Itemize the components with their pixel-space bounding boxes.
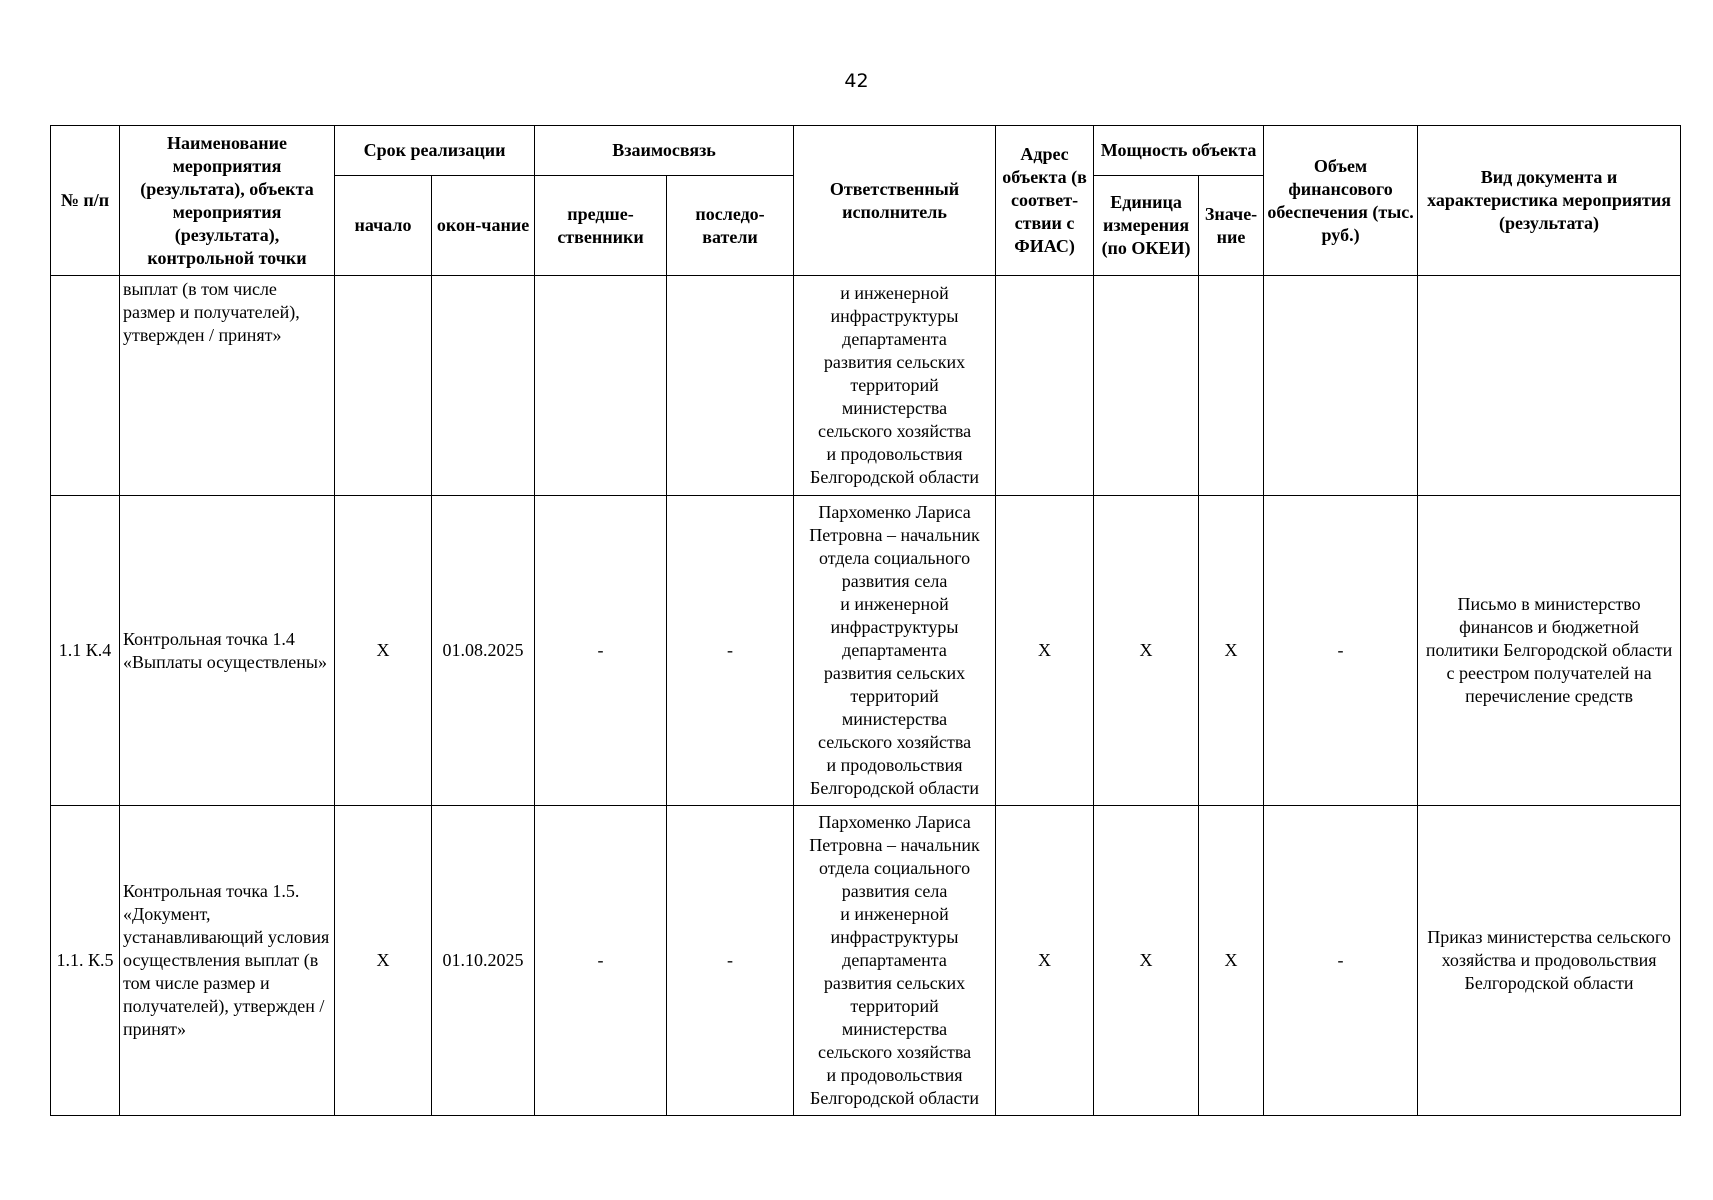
header-end: окон-чание — [432, 176, 535, 276]
header-doc-type: Вид документа и характеристика мероприятия (результата) — [1418, 126, 1681, 276]
page-number: 42 — [844, 70, 869, 92]
cell-finance: - — [1264, 496, 1418, 806]
responsible-line: сельского хозяйства — [817, 1042, 972, 1062]
cell-doc-type: Приказ министерства сельского хозяйства и продовольствия Белгородской области — [1418, 806, 1681, 1116]
cell-value — [1199, 276, 1264, 496]
table-row — [51, 806, 1681, 1116]
responsible-line: и продовольствия — [826, 444, 963, 464]
cell-end: 01.10.2025 — [432, 806, 535, 1116]
responsible-line: и инженерной — [840, 904, 949, 924]
cell-name: Контрольная точка 1.5. «Документ, устанавливающий условия осуществления выплат (в том числе размер и получателей), утвержден / принят» — [120, 806, 335, 1116]
responsible-line: развития сельских — [823, 352, 966, 372]
responsible-line: министерства — [841, 1019, 948, 1039]
cell-unit — [1094, 276, 1199, 496]
responsible-line: Белгородской области — [810, 1088, 980, 1108]
responsible-line: сельского хозяйства — [817, 732, 972, 752]
header-pred: предше-ственники — [535, 176, 667, 276]
cell-name: выплат (в том числе размер и получателей), утвержден / принят» — [120, 276, 335, 496]
cell-num: 1.1. К.5 — [51, 806, 120, 1116]
header-responsible: Ответственный исполнитель — [794, 126, 996, 276]
cell-name: Контрольная точка 1.4 «Выплаты осуществлены» — [120, 496, 335, 806]
responsible-line: развития села — [841, 881, 948, 901]
cell-address: X — [996, 806, 1094, 1116]
responsible-line: Пархоменко Лариса — [818, 502, 971, 522]
responsible-line: инфраструктуры — [830, 617, 959, 637]
cell-start: X — [335, 496, 432, 806]
cell-responsible — [794, 276, 996, 496]
cell-responsible — [794, 496, 996, 806]
responsible-line: и инженерной — [840, 283, 949, 303]
responsible-line: отдела социального — [818, 548, 971, 568]
responsible-line: Пархоменко Лариса — [818, 812, 971, 832]
cell-value: X — [1199, 496, 1264, 806]
responsible-line: и инженерной — [840, 594, 949, 614]
cell-pred: - — [535, 806, 667, 1116]
header-relation: Взаимосвязь — [535, 126, 794, 176]
cell-responsible — [794, 806, 996, 1116]
responsible-line: территорий — [850, 996, 939, 1016]
cell-pred — [535, 276, 667, 496]
responsible-line: инфраструктуры — [830, 306, 959, 326]
responsible-line: и продовольствия — [826, 755, 963, 775]
responsible-line: территорий — [850, 686, 939, 706]
responsible-line: развития сельских — [823, 663, 966, 683]
cell-address — [996, 276, 1094, 496]
responsible-line: развития сельских — [823, 973, 966, 993]
responsible-line: министерства — [841, 398, 948, 418]
table-row — [51, 276, 1681, 496]
cell-address: X — [996, 496, 1094, 806]
header-succ: последо-ватели — [667, 176, 794, 276]
cell-value: X — [1199, 806, 1264, 1116]
cell-unit: X — [1094, 806, 1199, 1116]
cell-succ — [667, 276, 794, 496]
responsible-line: департамента — [842, 950, 947, 970]
cell-finance: - — [1264, 806, 1418, 1116]
header-value: Значе-ние — [1199, 176, 1264, 276]
cell-succ: - — [667, 496, 794, 806]
cell-start: X — [335, 806, 432, 1116]
cell-num: 1.1 К.4 — [51, 496, 120, 806]
activities-table — [50, 125, 1681, 1116]
cell-start — [335, 276, 432, 496]
table-row — [51, 496, 1681, 806]
responsible-line: департамента — [842, 329, 947, 349]
responsible-line: развития села — [841, 571, 948, 591]
responsible-line: территорий — [850, 375, 939, 395]
responsible-line: отдела социального — [818, 858, 971, 878]
cell-finance — [1264, 276, 1418, 496]
header-capacity: Мощность объекта — [1094, 126, 1264, 176]
header-address: Адрес объекта (в соответ-ствии с ФИАС) — [996, 126, 1094, 276]
responsible-line: сельского хозяйства — [817, 421, 972, 441]
header-unit: Единица измерения (по ОКЕИ) — [1094, 176, 1199, 276]
responsible-line: Петровна – начальник — [809, 525, 980, 545]
header-finance: Объем финансового обеспечения (тыс. руб.) — [1264, 126, 1418, 276]
cell-doc-type: Письмо в министерство финансов и бюджетной политики Белгородской области с реестром получателей на перечисление средств — [1418, 496, 1681, 806]
responsible-line: департамента — [842, 640, 947, 660]
cell-end: 01.08.2025 — [432, 496, 535, 806]
responsible-line: Петровна – начальник — [809, 835, 980, 855]
responsible-line: Белгородской области — [810, 778, 980, 798]
cell-pred: - — [535, 496, 667, 806]
cell-num — [51, 276, 120, 496]
cell-unit: X — [1094, 496, 1199, 806]
header-term: Срок реализации — [335, 126, 535, 176]
responsible-line: Белгородской области — [810, 467, 980, 487]
cell-doc-type — [1418, 276, 1681, 496]
responsible-line: министерства — [841, 709, 948, 729]
header-num: № п/п — [51, 126, 120, 276]
cell-succ: - — [667, 806, 794, 1116]
header-start: начало — [335, 176, 432, 276]
cell-end — [432, 276, 535, 496]
responsible-line: инфраструктуры — [830, 927, 959, 947]
header-name: Наименование мероприятия (результата), объекта мероприятия (результата), контрольной точки — [120, 126, 335, 276]
responsible-line: и продовольствия — [826, 1065, 963, 1085]
